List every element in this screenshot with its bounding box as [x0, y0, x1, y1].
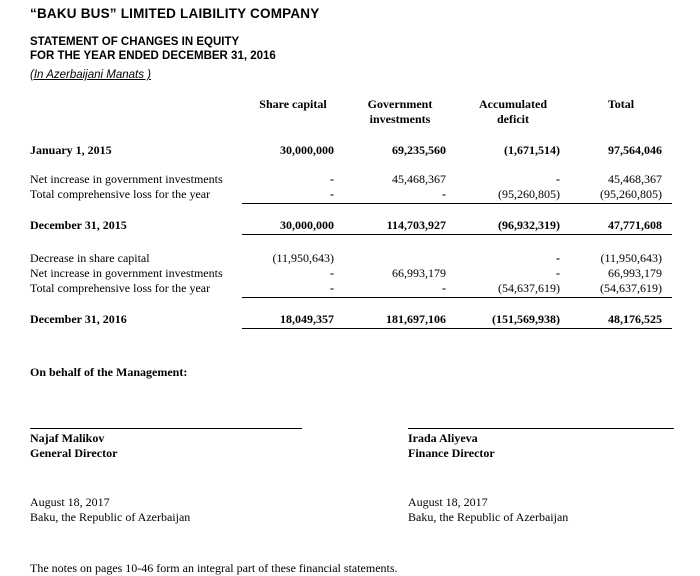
row-value: -	[242, 281, 344, 298]
table-row	[30, 251, 674, 266]
row-value: 45,468,367	[392, 172, 446, 186]
signature-line	[408, 428, 674, 429]
signature-section	[30, 428, 674, 461]
row-value: (54,637,619)	[456, 281, 570, 298]
row-value: -	[344, 187, 456, 204]
signature-place: Baku, the Republic of Azerbaijan	[408, 510, 569, 524]
row-value: -	[556, 266, 560, 280]
signatory-name: Najaf Malikov	[30, 431, 105, 445]
signatory-title: General Director	[30, 446, 118, 460]
column-header-accumulated-deficit: Accumulated deficit	[479, 97, 547, 126]
row-value: -	[330, 172, 334, 186]
signature-place: Baku, the Republic of Azerbaijan	[30, 510, 191, 524]
row-value: -	[330, 266, 334, 280]
table-row	[30, 187, 674, 204]
row-value: (11,950,643)	[600, 251, 662, 265]
row-value: 48,176,525	[570, 312, 672, 329]
row-label: Total comprehensive loss for the year	[30, 281, 211, 295]
table-header-row	[30, 97, 674, 127]
signature-block-left	[30, 428, 302, 461]
row-value: 30,000,000	[280, 143, 334, 157]
row-label: Net increase in government investments	[30, 172, 223, 186]
equity-table	[30, 97, 674, 329]
table-row	[30, 143, 674, 158]
row-value: -	[242, 187, 344, 204]
row-value: -	[556, 172, 560, 186]
row-value: 66,993,179	[392, 266, 446, 280]
row-label: Net increase in government investments	[30, 266, 223, 280]
row-value: 97,564,046	[608, 143, 662, 157]
table-row	[30, 281, 674, 298]
column-header-total: Total	[607, 97, 635, 111]
statement-period: FOR THE YEAR ENDED DECEMBER 31, 2016	[30, 50, 276, 62]
row-value: (95,260,805)	[570, 187, 672, 204]
row-value: 66,993,179	[608, 266, 662, 280]
row-value: (1,671,514)	[504, 143, 560, 157]
row-label: January 1, 2015	[30, 143, 112, 157]
signature-date: August 18, 2017	[408, 495, 488, 509]
row-value: 47,771,608	[570, 218, 672, 235]
row-value: -	[556, 251, 560, 265]
row-value: (11,950,643)	[272, 251, 334, 265]
table-row	[30, 218, 674, 235]
column-header-government-investments: Government investments	[367, 97, 433, 126]
row-label: December 31, 2016	[30, 312, 127, 326]
signature-block-right	[408, 428, 674, 461]
signatory-title: Finance Director	[408, 446, 495, 460]
header-spacer	[30, 97, 242, 127]
signature-line	[30, 428, 302, 429]
company-title: “BAKU BUS” LIMITED LAIBILITY COMPANY	[30, 6, 320, 21]
notes-reference: The notes on pages 10-46 form an integral part of these financial statements.	[30, 561, 398, 575]
row-value: -	[344, 281, 456, 298]
row-value: 69,235,560	[392, 143, 446, 157]
date-block-right	[408, 495, 674, 525]
row-value: 18,049,357	[242, 312, 344, 329]
row-value: (151,569,938)	[456, 312, 570, 329]
date-section	[30, 495, 674, 525]
row-value: 181,697,106	[344, 312, 456, 329]
signatory-name: Irada Aliyeva	[408, 431, 478, 445]
row-label: December 31, 2015	[30, 218, 127, 232]
row-value: (95,260,805)	[456, 187, 570, 204]
row-value	[344, 251, 456, 266]
row-value: 30,000,000	[242, 218, 344, 235]
date-block-left	[30, 495, 302, 525]
row-value: (96,932,319)	[456, 218, 570, 235]
table-row	[30, 266, 674, 281]
row-label: Decrease in share capital	[30, 251, 150, 265]
statement-title: STATEMENT OF CHANGES IN EQUITY	[30, 36, 240, 48]
column-header-share-capital: Share capital	[259, 97, 327, 111]
table-row	[30, 312, 674, 329]
management-heading: On behalf of the Management:	[30, 365, 188, 379]
row-label: Total comprehensive loss for the year	[30, 187, 211, 201]
currency-note: (In Azerbaijani Manats )	[30, 69, 152, 81]
row-value: (54,637,619)	[570, 281, 672, 298]
signature-date: August 18, 2017	[30, 495, 110, 509]
row-value: 114,703,927	[344, 218, 456, 235]
statement-heading	[30, 35, 674, 63]
row-value: 45,468,367	[608, 172, 662, 186]
table-row	[30, 172, 674, 187]
